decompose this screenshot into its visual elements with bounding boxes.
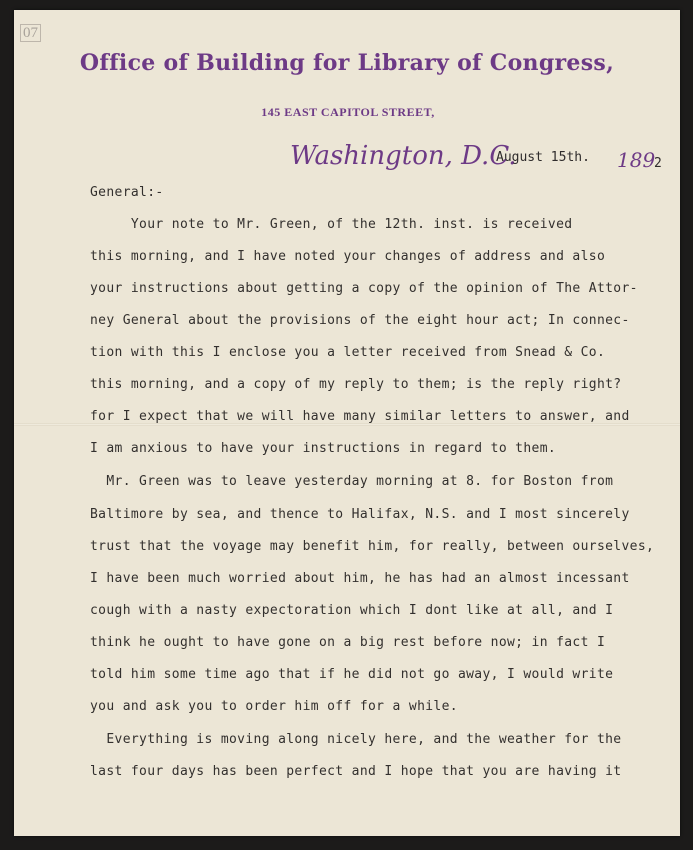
body-line: trust that the voyage may benefit him, for really, between ourselves, <box>90 539 655 554</box>
body-line: I have been much worried about him, he has had an almost incessant <box>90 571 630 586</box>
typed-date: August 15th. <box>496 150 590 165</box>
body-line: Everything is moving along nicely here, and the weather for the <box>90 732 622 747</box>
printed-year-prefix: 189 <box>617 148 656 172</box>
letterhead-address: 145 EAST CAPITOL STREET, <box>261 105 435 119</box>
folio-number: 07 <box>20 24 41 42</box>
typed-year-digit: 2 <box>654 156 662 171</box>
body-line: Your note to Mr. Green, of the 12th. inst. is received <box>90 217 573 232</box>
body-line: this morning, and a copy of my reply to them; is the reply right? <box>90 377 622 392</box>
body-line: ney General about the provisions of the eight hour act; In connec- <box>90 313 630 328</box>
body-line: cough with a nasty expectoration which I dont like at all, and I <box>90 603 614 618</box>
body-line: tion with this I enclose you a letter received from Snead & Co. <box>90 345 606 360</box>
body-line: think he ought to have gone on a big rest before now; in fact I <box>90 635 606 650</box>
body-line: you and ask you to order him off for a while. <box>90 699 458 714</box>
body-line: I am anxious to have your instructions in regard to them. <box>90 441 557 456</box>
body-line: Mr. Green was to leave yesterday morning at 8. for Boston from <box>90 474 614 489</box>
letterhead-title: Office of Building for Library of Congress, <box>79 50 615 76</box>
body-line: your instructions about getting a copy of the opinion of The Attor- <box>90 281 638 296</box>
body-line: for I expect that we will have many similar letters to answer, and <box>90 409 630 424</box>
salutation: General:- <box>90 185 164 200</box>
letterhead-city: Washington, D.C. <box>290 141 517 171</box>
body-line: Baltimore by sea, and thence to Halifax, N.S. and I most sincerely <box>90 507 630 522</box>
body-line: last four days has been perfect and I hope that you are having it <box>90 764 622 779</box>
body-line: this morning, and I have noted your changes of address and also <box>90 249 606 264</box>
letter-page <box>14 10 680 836</box>
body-line: told him some time ago that if he did not go away, I would write <box>90 667 614 682</box>
